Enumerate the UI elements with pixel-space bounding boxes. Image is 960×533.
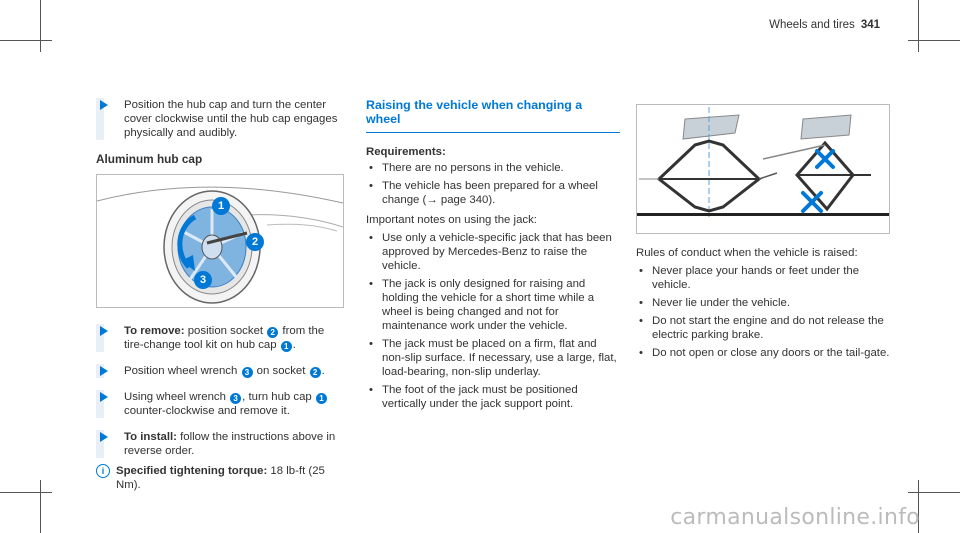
install-label: To install: bbox=[124, 431, 177, 443]
section-title: Raising the vehicle when changing a wheel bbox=[366, 98, 620, 133]
step-arrow-icon bbox=[100, 366, 108, 376]
turn-text: , turn hub cap bbox=[242, 391, 315, 403]
list-item: • The vehicle has been prepared for a wheel change (→ page 340). bbox=[382, 179, 620, 207]
right-column bbox=[636, 104, 890, 366]
ref-1: 1 bbox=[316, 393, 327, 404]
remove-text: position socket bbox=[184, 325, 267, 337]
install-text: follow the instructions above in reverse order. bbox=[124, 431, 336, 457]
crop-mark bbox=[40, 0, 41, 52]
aluminum-hubcap-heading: Aluminum hub cap bbox=[96, 152, 203, 166]
watermark: carmanualsonline.info bbox=[670, 505, 920, 530]
rules-intro: Rules of conduct when the vehicle is raised: bbox=[636, 247, 858, 259]
list-item: • The foot of the jack must be positioned vertically under the jack support point. bbox=[382, 383, 620, 411]
page-header bbox=[769, 18, 880, 32]
section-name: Wheels and tires bbox=[769, 19, 855, 31]
wrench-text: on socket bbox=[253, 365, 309, 377]
notes-intro: Important notes on using the jack: bbox=[366, 214, 537, 226]
remove-text: . bbox=[292, 339, 296, 351]
step-arrow-icon bbox=[100, 432, 108, 442]
requirements-list bbox=[366, 161, 620, 207]
remove-text: from the tire-change tool kit on hub cap bbox=[124, 325, 325, 351]
wrench-text: Position wheel wrench bbox=[124, 365, 241, 377]
ref-3: 3 bbox=[242, 367, 253, 378]
list-item: • Use only a vehicle-specific jack that has been approved by Mercedes-Benz to raise the vehicle. bbox=[382, 231, 620, 273]
callout-2: 2 bbox=[246, 233, 264, 251]
crop-mark bbox=[918, 0, 919, 52]
requirements-label: Requirements: bbox=[366, 146, 446, 158]
list-item: • The jack is only designed for raising and holding the vehicle for a short time while a wheel is being changed and not for maintenance work under the vehicle. bbox=[382, 277, 620, 333]
crop-mark bbox=[908, 492, 960, 493]
list-item: • There are no persons in the vehicle. bbox=[382, 161, 620, 175]
list-item: • Do not start the engine and do not release the electric parking brake. bbox=[652, 314, 890, 342]
callout-1: 1 bbox=[212, 197, 230, 215]
torque-label: Specified tightening torque: bbox=[116, 465, 268, 477]
ref-3: 3 bbox=[230, 393, 241, 404]
step-text: Position the hub cap and turn the center cover clockwise until the hub cap engages physically and audibly. bbox=[124, 99, 338, 139]
list-item: • The jack must be placed on a firm, flat and non-slip surface. If necessary, use a large, flat, load-bearing, non-slip underlay. bbox=[382, 337, 620, 379]
turn-text: Using wheel wrench bbox=[124, 391, 230, 403]
hubcap-illustration bbox=[96, 174, 344, 308]
step-install bbox=[96, 430, 344, 458]
torque-note bbox=[96, 464, 344, 492]
callout-3: 3 bbox=[194, 271, 212, 289]
wrench-text: . bbox=[321, 365, 325, 377]
left-column bbox=[96, 98, 344, 492]
step-position-hubcap bbox=[96, 98, 344, 140]
info-icon: i bbox=[96, 464, 110, 478]
wheel-drawing bbox=[97, 175, 343, 307]
step-arrow-icon bbox=[100, 326, 108, 336]
list-item: • Never place your hands or feet under the vehicle. bbox=[652, 264, 890, 292]
notes-list bbox=[366, 231, 620, 411]
crop-mark bbox=[0, 492, 52, 493]
page-number: 341 bbox=[860, 19, 880, 31]
crop-mark bbox=[40, 480, 41, 533]
step-wrench bbox=[96, 364, 344, 378]
crop-mark bbox=[0, 40, 52, 41]
ref-2: 2 bbox=[267, 327, 278, 338]
jack-illustration bbox=[636, 104, 890, 234]
ref-1: 1 bbox=[281, 341, 292, 352]
remove-label: To remove: bbox=[124, 325, 185, 337]
step-turn bbox=[96, 390, 344, 418]
ref-2: 2 bbox=[310, 367, 321, 378]
torque-value: 18 lb-ft (25 Nm). bbox=[116, 465, 325, 491]
list-item: • Never lie under the vehicle. bbox=[652, 296, 890, 310]
jack-drawing bbox=[637, 105, 889, 233]
crop-mark bbox=[908, 40, 960, 41]
middle-column bbox=[366, 98, 620, 417]
step-arrow-icon bbox=[100, 392, 108, 402]
list-item: • Do not open or close any doors or the tail-gate. bbox=[652, 346, 890, 360]
rules-list bbox=[636, 264, 890, 360]
step-arrow-icon bbox=[100, 100, 108, 110]
turn-text: counter-clockwise and remove it. bbox=[124, 405, 290, 417]
step-remove bbox=[96, 324, 344, 352]
